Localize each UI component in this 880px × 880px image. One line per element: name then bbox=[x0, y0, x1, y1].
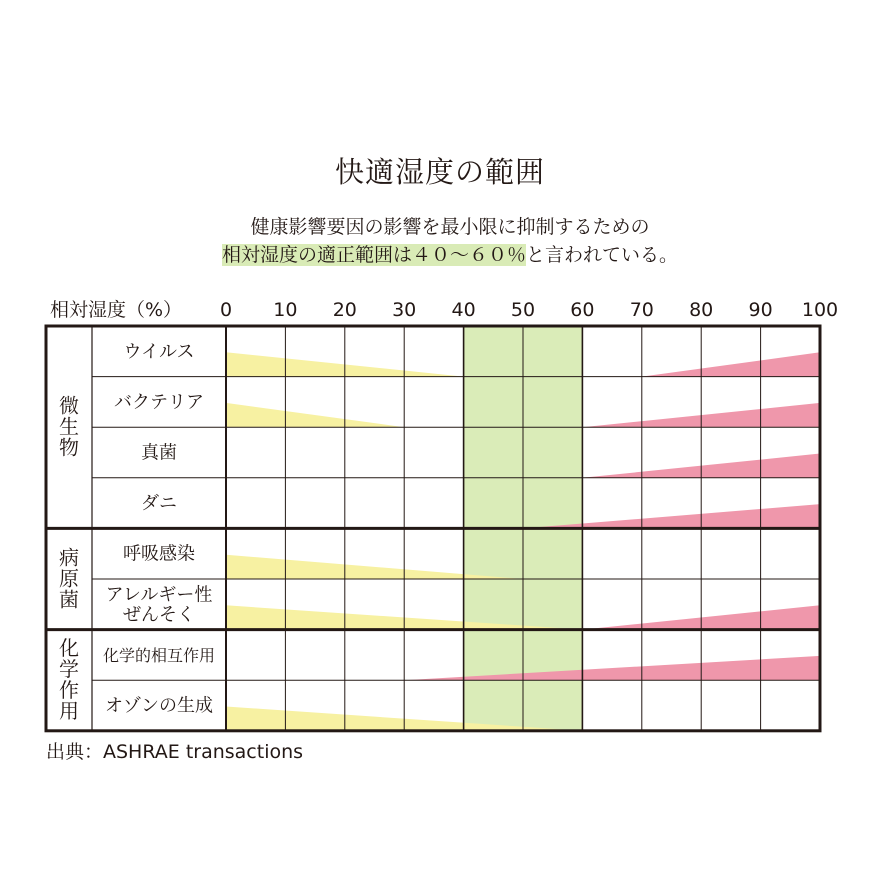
subtitle-line-1: 健康影響要因の影響を最小限に抑制するための bbox=[250, 216, 650, 238]
axis-label: 相対湿度（%） bbox=[50, 299, 183, 321]
low-humidity-wedge bbox=[226, 403, 404, 427]
source-note: 出典：ASHRAE transactions bbox=[46, 741, 304, 763]
x-tick-label: 10 bbox=[273, 299, 298, 321]
high-humidity-wedge bbox=[642, 352, 820, 376]
x-tick-label: 30 bbox=[392, 299, 417, 321]
row-label: 呼吸感染 bbox=[123, 543, 195, 565]
row-label: 化学的相互作用 bbox=[102, 645, 216, 665]
group-label-char: 微 bbox=[59, 393, 79, 418]
group-label-char: 作 bbox=[59, 678, 79, 702]
group-label-char: 菌 bbox=[59, 587, 79, 612]
group-label-char: 生 bbox=[59, 414, 79, 439]
group-label-char: 化 bbox=[59, 636, 79, 660]
x-tick-label: 20 bbox=[332, 299, 357, 321]
x-tick-label: 90 bbox=[748, 299, 773, 321]
row-label: ぜんそく bbox=[123, 604, 195, 626]
group-label-char: 病 bbox=[59, 545, 79, 570]
row-label: アレルギー性 bbox=[105, 584, 213, 606]
row-label: ダニ bbox=[141, 493, 177, 515]
x-tick-label: 50 bbox=[510, 299, 536, 321]
row-label: 真菌 bbox=[141, 442, 177, 464]
subtitle-highlight: 相対湿度の適正範囲は４０～６０％ bbox=[221, 244, 526, 266]
x-tick-label: 70 bbox=[629, 299, 654, 321]
group-label-char: 用 bbox=[59, 699, 79, 723]
group-label-char: 物 bbox=[59, 435, 79, 460]
x-tick-label: 40 bbox=[451, 299, 476, 321]
group-label-char: 学 bbox=[59, 657, 79, 681]
group-label-char: 原 bbox=[59, 566, 79, 591]
row-label: ウイルス bbox=[123, 341, 195, 363]
x-tick-label: 100 bbox=[801, 299, 839, 321]
x-tick-label: 60 bbox=[570, 299, 595, 321]
row-label: オゾンの生成 bbox=[105, 695, 213, 717]
row-label: バクテリア bbox=[114, 391, 204, 413]
subtitle-rest: と言われている。 bbox=[526, 244, 679, 266]
x-tick-label: 80 bbox=[689, 299, 714, 321]
chart-title: 快適湿度の範囲 bbox=[334, 155, 545, 189]
x-tick-label: 0 bbox=[219, 299, 233, 321]
